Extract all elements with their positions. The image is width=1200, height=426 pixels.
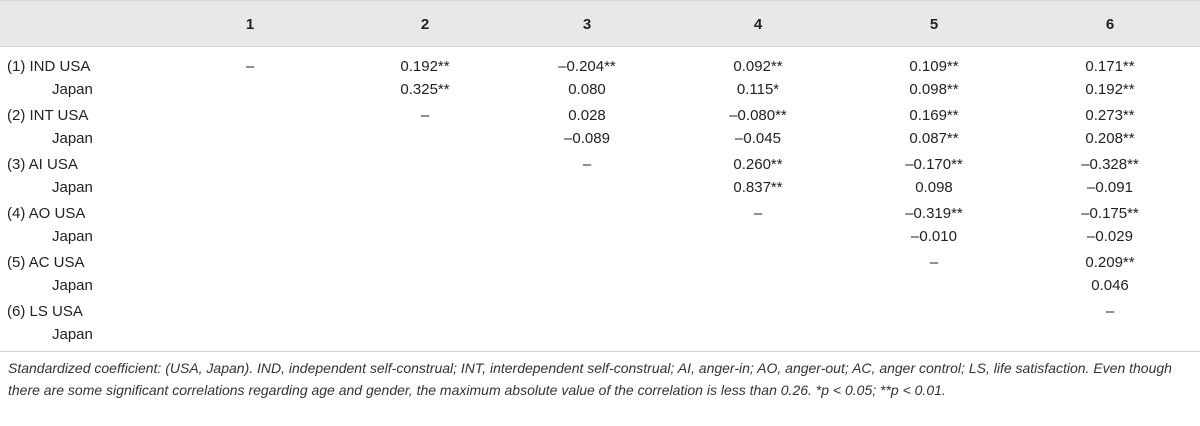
table-row	[0, 300, 1200, 324]
row-label: Japan	[52, 228, 93, 245]
table-cell: 0.325**	[400, 81, 450, 98]
table-bottom-rule	[0, 351, 1200, 352]
table-cell: 0.098	[915, 179, 953, 196]
table-cell: 0.087**	[909, 130, 959, 147]
column-header-1: 1	[245, 16, 255, 33]
table-cell: 0.208**	[1085, 130, 1135, 147]
table-row	[0, 251, 1200, 275]
row-label: (3) AI USA	[7, 156, 78, 173]
column-header-2: 2	[420, 16, 430, 33]
table-cell: 0.115*	[736, 81, 780, 98]
row-label: (5) AC USA	[7, 254, 85, 271]
table-cell: 0.192**	[1085, 81, 1135, 98]
row-label: Japan	[52, 326, 93, 343]
table-cell: –	[582, 156, 592, 173]
column-header-6: 6	[1105, 16, 1115, 33]
table-cell: 0.169**	[909, 107, 959, 124]
table-row	[0, 55, 1200, 79]
row-label: (1) IND USA	[7, 58, 91, 75]
table-cell: 0.837**	[733, 179, 783, 196]
column-header-4: 4	[753, 16, 763, 33]
table-cell: –0.080**	[729, 107, 787, 124]
table-row	[0, 225, 1200, 249]
table-row	[0, 176, 1200, 200]
table-cell: –0.010	[911, 228, 957, 245]
table-cell: –0.029	[1087, 228, 1133, 245]
table-row	[0, 274, 1200, 298]
table-cell: 0.273**	[1085, 107, 1135, 124]
table-footnote: Standardized coefficient: (USA, Japan). IND, independent self-construal; INT, interdependent self-construal; AI, anger-in; AO, anger-out; AC, anger control; LS, life satisfaction. Even though there are some significant correlations regarding age and gender, the maximum absolute value of the correlation is less than 0.26. *p < 0.05; **p < 0.01.	[8, 360, 1172, 398]
table-cell: –0.170**	[905, 156, 963, 173]
table-cell: 0.028	[568, 107, 606, 124]
table-cell: –	[245, 58, 255, 75]
column-header-5: 5	[929, 16, 939, 33]
table-cell: –0.328**	[1081, 156, 1139, 173]
table-row	[0, 104, 1200, 128]
table-row	[0, 153, 1200, 177]
table-cell: –0.204**	[558, 58, 616, 75]
table-header	[0, 0, 1200, 47]
table-cell: –0.319**	[905, 205, 963, 222]
row-label: Japan	[52, 130, 93, 147]
table-cell: 0.171**	[1085, 58, 1135, 75]
row-label: (2) INT USA	[7, 107, 89, 124]
row-label: (6) LS USA	[7, 303, 83, 320]
table-cell: –	[420, 107, 430, 124]
table-cell: 0.080	[568, 81, 606, 98]
table-cell: 0.046	[1091, 277, 1129, 294]
table-cell: –0.175**	[1081, 205, 1139, 222]
row-label: Japan	[52, 179, 93, 196]
row-label: (4) AO USA	[7, 205, 86, 222]
row-label: Japan	[52, 81, 93, 98]
table-cell: 0.192**	[400, 58, 450, 75]
column-header-3: 3	[582, 16, 592, 33]
table-row	[0, 78, 1200, 102]
row-label: Japan	[52, 277, 93, 294]
table-cell: –0.091	[1087, 179, 1133, 196]
table-cell: –0.089	[564, 130, 610, 147]
table-row	[0, 323, 1200, 347]
table-row	[0, 127, 1200, 151]
table-cell: 0.092**	[733, 58, 783, 75]
table-cell: –	[929, 254, 939, 271]
table-cell: 0.098**	[909, 81, 959, 98]
table-cell: 0.109**	[909, 58, 959, 75]
table-cell: –0.045	[735, 130, 781, 147]
table-cell: –	[1105, 303, 1115, 320]
table-cell: 0.260**	[733, 156, 783, 173]
table-cell: 0.209**	[1085, 254, 1135, 271]
table-row	[0, 202, 1200, 226]
table-cell: –	[753, 205, 763, 222]
